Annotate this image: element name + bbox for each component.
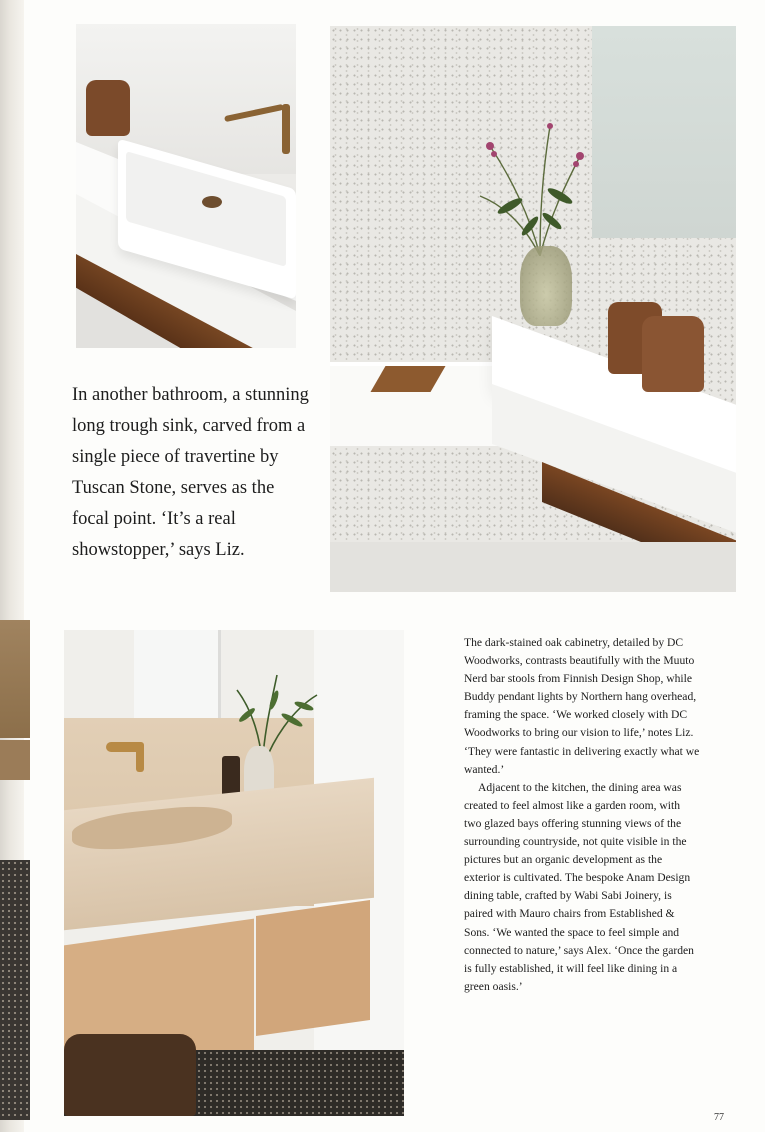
brass-tap-stem (282, 104, 290, 154)
mirror (592, 26, 736, 238)
photo-floor (330, 542, 736, 592)
body-paragraph: Adjacent to the kitchen, the dining area was created to feel almost like a garden room, with two glazed bays offering stunning views of the surrounding countryside, not quite visible in the pictures but an organic development as the exterior is cultivated. The bespoke Anam Design dining table, crafted by Wabi Sabi Joinery, is paired with Mauro chairs from Established & Sons. ‘We wanted the space to feel simple and connected to nature,’ says Alex. ‘Once the garden is fully established, it will feel like dining in a green oasis.’ (464, 780, 694, 993)
woven-basket (64, 1034, 196, 1116)
brass-tap-stem (136, 742, 144, 772)
oak-cabinet-drawer (256, 900, 370, 1036)
glass-vase (520, 246, 572, 326)
photo-white-basin (76, 24, 296, 348)
adjacent-page-edge-shelf (0, 740, 30, 780)
caption-text: In another bathroom, a stunning long trough sink, carved from a single piece of travertine by Tuscan Stone, serves as the focal point. ‘It’s a real showstopper,’ says Liz. (72, 385, 309, 560)
body-text (464, 634, 700, 996)
flower-stems (470, 116, 590, 256)
window (134, 630, 221, 718)
page-number: 77 (714, 1112, 724, 1123)
drain-plug (202, 196, 222, 208)
body-paragraph: The dark-stained oak cabinetry, detailed by DC Woodworks, contrasts beautifully with the Muuto Nerd bar stools from Finnish Design Shop, while Buddy pendant lights by Northern hang overhead, framing the space. ‘We worked closely with DC Woodworks to bring our vision to life,’ notes Liz. ‘They were fantastic in delivering exactly what we wanted.’ (464, 636, 700, 776)
photo-travertine-vanity (64, 630, 404, 1116)
photo-bath-vanity (330, 26, 736, 592)
adjacent-page-edge-floor (0, 860, 30, 1120)
adjacent-page-edge-wood (0, 620, 30, 738)
woven-basket (642, 316, 704, 392)
woven-basket (86, 80, 130, 136)
photo-caption (72, 380, 312, 566)
